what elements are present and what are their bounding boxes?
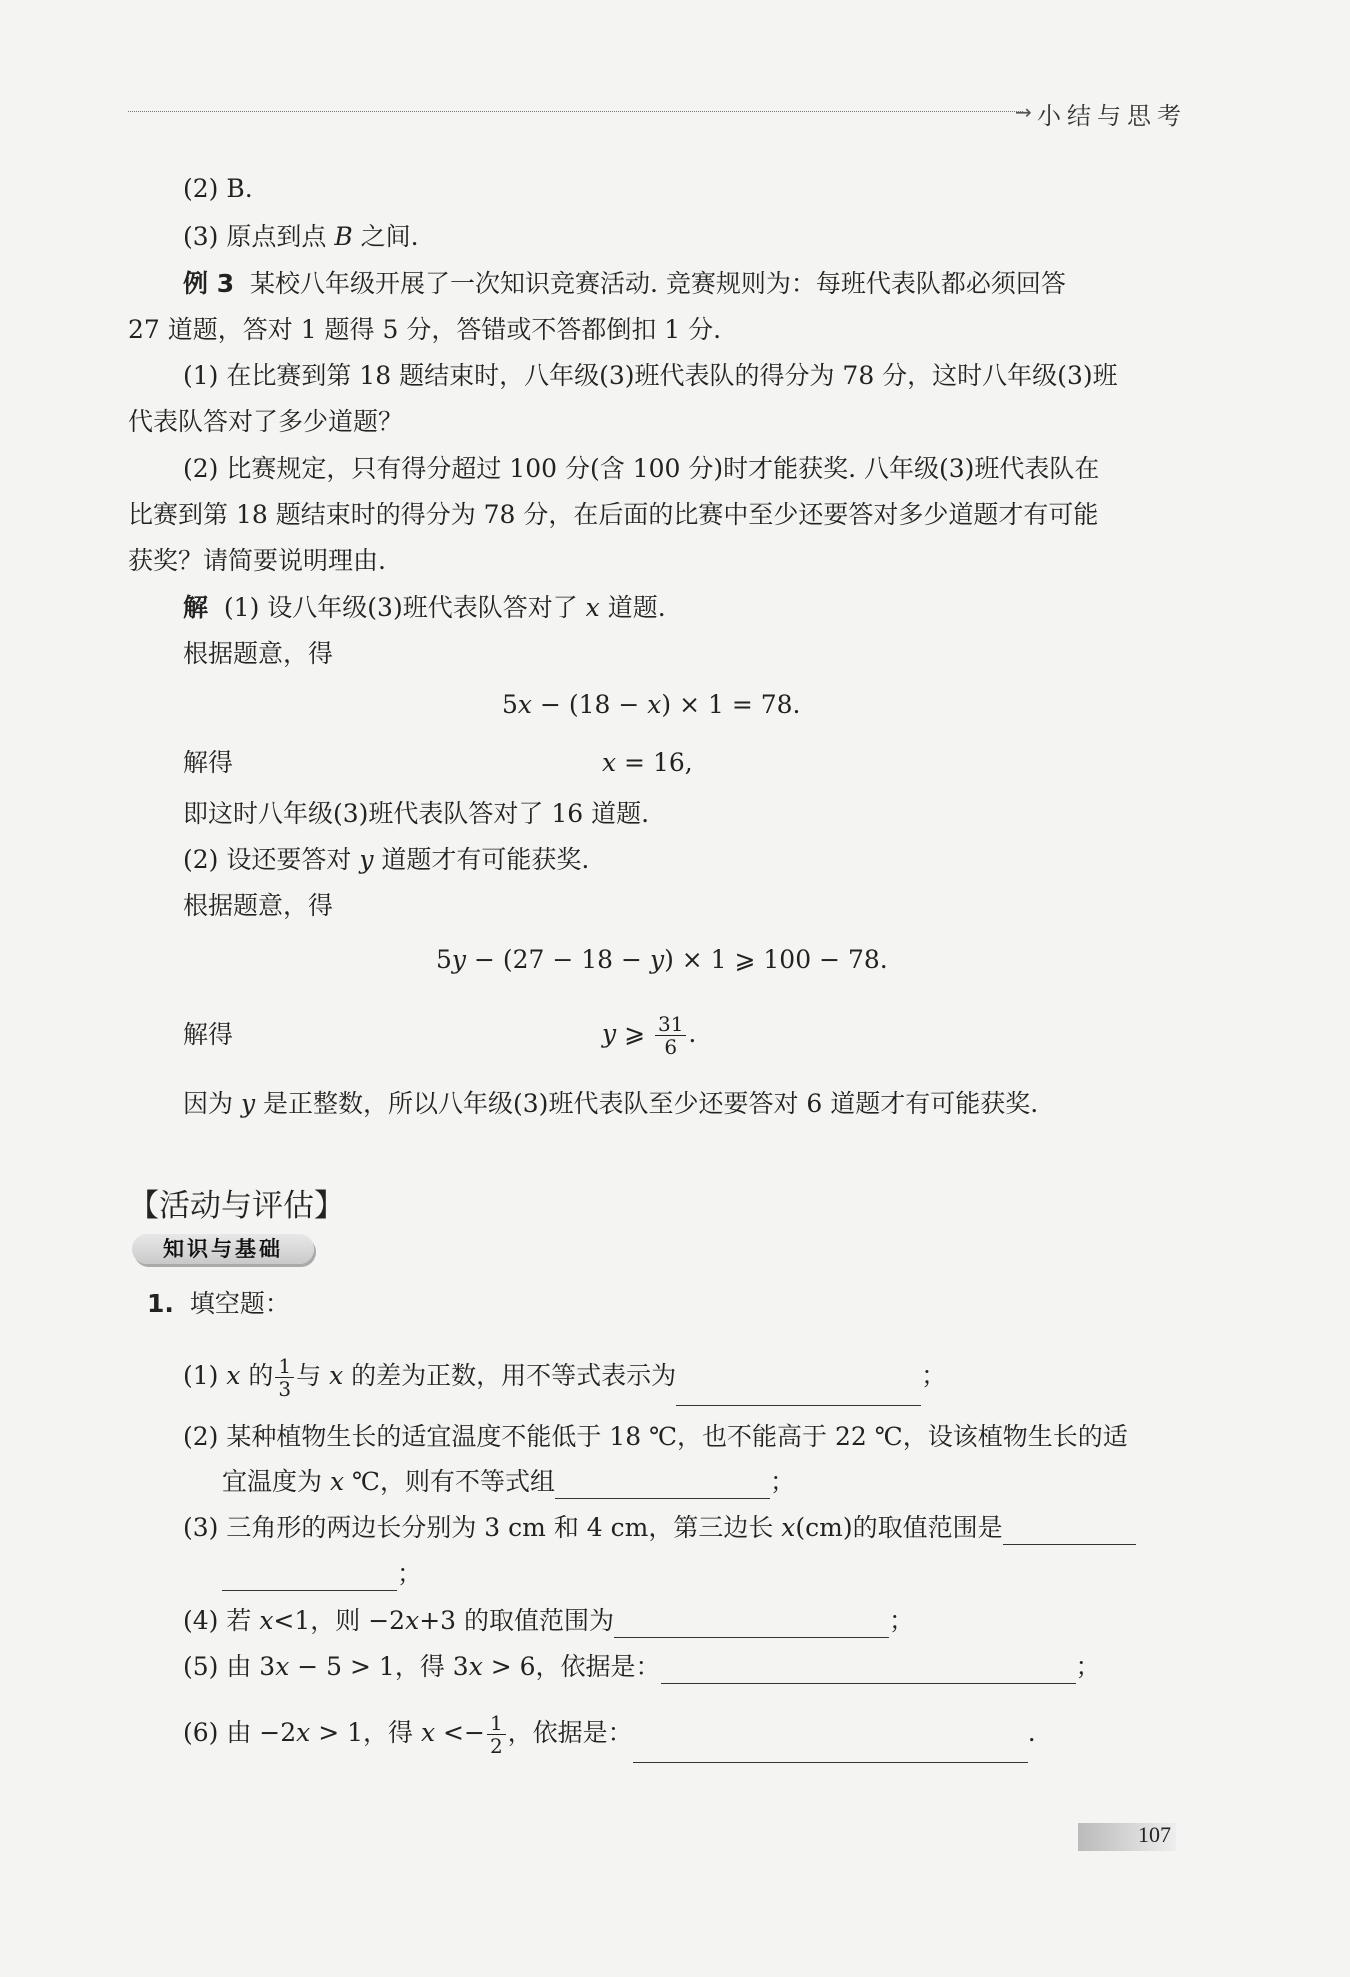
answer-blank-3b[interactable] (222, 1564, 397, 1591)
answer-2: (2) B. (183, 174, 253, 203)
answer-3: (3) 原点到点 B 之间. (183, 222, 419, 251)
exercise-1-item-3-line-2: ； (222, 1557, 422, 1591)
answer-blank-2[interactable] (555, 1472, 770, 1499)
exercise-1-item-2-line-1: (2) 某种植物生长的适宜温度不能低于 18 ℃，也不能高于 22 ℃，设该植物生长的适 (183, 1422, 1128, 1451)
example-3-line-2: 27 道题，答对 1 题得 5 分，答错或不答都倒扣 1 分. (128, 315, 722, 344)
answer-blank-5[interactable] (661, 1657, 1076, 1684)
example-label: 例 3 (183, 269, 235, 298)
solution-line-1: 解 (1) 设八年级(3)班代表队答对了 x 道题. (183, 593, 666, 622)
exercise-1-item-6: (6) 由 −2x > 1，得 x <− $\frac{1}{2}$ ，依据是： . (183, 1703, 1036, 1763)
section-title: 【活动与评估】 (128, 1188, 345, 1224)
fraction-1-2: $\frac{1}{2}$ (487, 1712, 506, 1757)
question-2-line-3: 获奖？请简要说明理由. (128, 546, 386, 575)
solution-line-3: 即这时八年级(3)班代表队答对了 16 道题. (183, 799, 650, 828)
header-rule (128, 111, 1023, 112)
exercise-1-item-3-line-1: (3) 三角形的两边长分别为 3 cm 和 4 cm，第三边长 x(cm)的取值范围是 (183, 1511, 1136, 1545)
solution-conclusion: 因为 y 是正整数，所以八年级(3)班代表队至少还要答对 6 道题才有可能获奖. (183, 1089, 1039, 1118)
exercise-1-item-2-line-2: 宜温度为 x ℃，则有不等式组 ； (222, 1465, 795, 1499)
exercise-1-item-1: (1) x 的 $\frac{1}{3}$ 与 x 的差为正数，用不等式表示为 ； (183, 1346, 946, 1406)
equation-2: x = 16, (602, 748, 693, 777)
answer-blank-1[interactable] (676, 1379, 921, 1406)
solution-line-4: (2) 设还要答对 y 道题才有可能获奖. (183, 845, 590, 874)
header-title: 小结与思考 (1037, 102, 1187, 130)
answer-blank-6[interactable] (633, 1736, 1028, 1763)
exercise-1-item-5: (5) 由 3x − 5 > 1，得 3x > 6，依据是： ； (183, 1650, 1101, 1684)
solve-label-2: 解得 (183, 1020, 234, 1049)
section-badge: 知识与基础 (132, 1234, 314, 1264)
example-3-line-1: 例 3 某校八年级开展了一次知识竞赛活动. 竞赛规则为：每班代表队都必须回答 (183, 269, 1066, 298)
fraction-31-6: $\frac{31}{6}$ (655, 1013, 686, 1058)
exercise-1-heading: 1. 填空题： (147, 1289, 290, 1318)
fraction-1-3: $\frac{1}{3}$ (275, 1355, 294, 1400)
solve-label-1: 解得 (183, 748, 234, 777)
solution-line-5: 根据题意，得 (183, 891, 334, 920)
answer-blank-3a[interactable] (1003, 1518, 1136, 1545)
exercise-1-item-4: (4) 若 x<1，则 −2x+3 的取值范围为 ； (183, 1604, 914, 1638)
header-arrow-icon: → (1015, 100, 1032, 124)
solution-line-2: 根据题意，得 (183, 639, 334, 668)
question-2-line-1: (2) 比赛规定，只有得分超过 100 分(含 100 分)时才能获奖. 八年级(3)班代表队在 (183, 454, 1100, 483)
answer-blank-4[interactable] (614, 1611, 889, 1638)
question-2-line-2: 比赛到第 18 题结束时的得分为 78 分，在后面的比赛中至少还要答对多少道题才有可能 (128, 500, 1099, 529)
equation-3: 5y − (27 − 18 − y) × 1 ⩾ 100 − 78. (436, 945, 888, 974)
question-1-line-2: 代表队答对了多少道题？ (128, 407, 404, 436)
solution-label: 解 (183, 593, 209, 622)
question-1-line-1: (1) 在比赛到第 18 题结束时，八年级(3)班代表队的得分为 78 分，这时八年级(3)班 (183, 361, 1118, 390)
equation-4: y ⩾ $\frac{31}{6}$ . (602, 1012, 697, 1059)
equation-1: 5x − (18 − x) × 1 = 78. (502, 690, 801, 719)
page-number: 107 (1138, 1822, 1171, 1847)
